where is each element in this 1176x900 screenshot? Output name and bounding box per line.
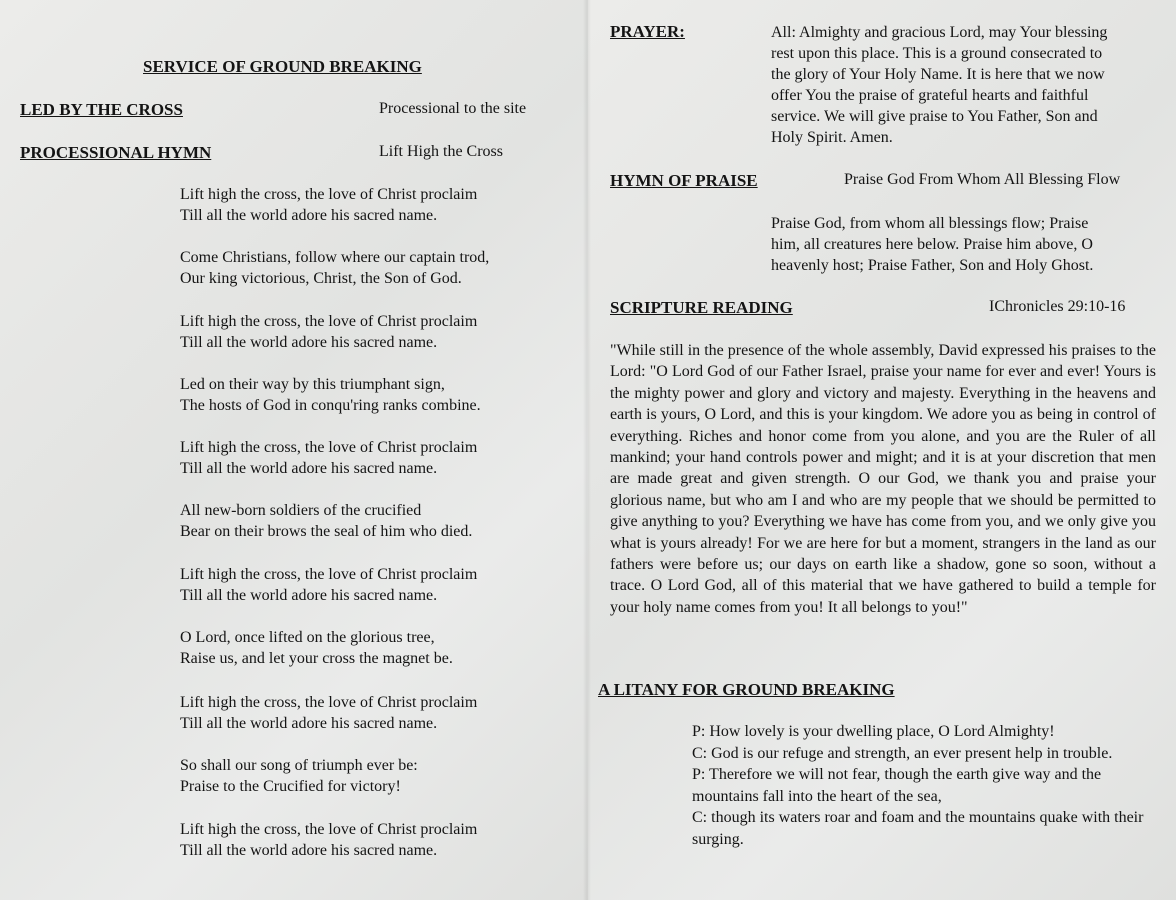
processional-hymn-value: Lift High the Cross (379, 143, 503, 160)
verse-line: Till all the world adore his sacred name. (180, 715, 438, 732)
prayer-line: offer You the praise of grateful hearts and faithful (771, 87, 1089, 104)
verse-line: Till all the world adore his sacred name. (180, 207, 438, 224)
hymn-verse (180, 311, 560, 353)
litany-line: P: Therefore we will not fear, though the earth give way and the mountains fall into the heart of the sea, (692, 766, 1102, 805)
hymn-line: Praise God, from whom all blessings flow; Praise (771, 215, 1089, 232)
verse-line: Lift high the cross, the love of Christ proclaim (180, 694, 478, 711)
prayer-text (771, 22, 1161, 148)
verse-line: Lift high the cross, the love of Christ proclaim (180, 566, 478, 583)
litany-text (692, 721, 1162, 850)
hymn-of-praise-value: Praise God From Whom All Blessing Flow (844, 171, 1121, 188)
verse-line: The hosts of God in conqu'ring ranks combine. (180, 397, 481, 414)
verse-line: Lift high the cross, the love of Christ proclaim (180, 313, 478, 330)
verse-line: Till all the world adore his sacred name. (180, 842, 438, 859)
verse-line: O Lord, once lifted on the glorious tree, (180, 629, 435, 646)
hymn-verse (180, 692, 560, 734)
hymn-verse (180, 627, 560, 669)
hymn-verse (180, 437, 560, 479)
page-title: SERVICE OF GROUND BREAKING (143, 57, 422, 76)
verse-line: Till all the world adore his sacred name. (180, 587, 438, 604)
led-by-cross-heading: LED BY THE CROSS (20, 100, 183, 119)
hymn-line: heavenly host; Praise Father, Son and Holy Ghost. (771, 257, 1094, 274)
led-by-cross-value: Processional to the site (379, 100, 527, 117)
prayer-line: the glory of Your Holy Name. It is here that we now (771, 66, 1105, 83)
prayer-heading: PRAYER: (610, 22, 685, 41)
verse-line: So shall our song of triumph ever be: (180, 757, 418, 774)
hymn-of-praise-text (771, 213, 1161, 276)
processional-hymn-heading: PROCESSIONAL HYMN (20, 143, 212, 162)
verse-line: Praise to the Crucified for victory! (180, 778, 401, 795)
page-fold (583, 0, 591, 900)
scripture-text: "While still in the presence of the whole assembly, David expressed his praises to the Lord: "O Lord God of our Father Israel, praise your name for ever and ever! Yours is the mighty power and glory and victory and majesty. Everything in the heavens and earth is yours, O Lord, and this is your kingdom. We adore you as being in control of everything. Riches and honor come from you alone, and you are the Ruler of all mankind; your hand controls power and might; and it is at your discretion that men are made great and given strength. O our God, we thank you and praise your glorious name, but who am I and who are my people that we should be permitted to give anything to you? Everything we have has come from you, and we only give you what is yours already! For we are here for but a moment, strangers in the land as our fathers were before us; our days on earth like a shadow, gone so soon, without a trace. O Lord God, all of this material that we have gathered to build a temple for your holy name comes from you! It all belongs to you!" (610, 342, 1156, 616)
hymn-line: him, all creatures here below. Praise him above, O (771, 236, 1093, 253)
verse-line: Bear on their brows the seal of him who died. (180, 523, 473, 540)
prayer-line: Holy Spirit. Amen. (771, 129, 893, 146)
hymn-verse (180, 184, 560, 226)
litany-line: C: God is our refuge and strength, an ever present help in trouble. (692, 744, 1113, 762)
scripture-reading-heading: SCRIPTURE READING (610, 298, 793, 317)
verse-line: Lift high the cross, the love of Christ proclaim (180, 821, 478, 838)
prayer-line: All: Almighty and gracious Lord, may Your blessing (771, 24, 1108, 41)
scripture-reference: IChronicles 29:10-16 (989, 298, 1126, 315)
verse-line: Lift high the cross, the love of Christ proclaim (180, 186, 478, 203)
prayer-line: rest upon this place. This is a ground consecrated to (771, 45, 1103, 62)
verse-line: All new-born soldiers of the crucified (180, 502, 422, 519)
hymn-verse (180, 500, 560, 542)
hymn-verse (180, 374, 560, 416)
verse-line: Raise us, and let your cross the magnet be. (180, 650, 453, 667)
verse-line: Till all the world adore his sacred name. (180, 460, 438, 477)
verse-line: Till all the world adore his sacred name. (180, 334, 438, 351)
litany-heading: A LITANY FOR GROUND BREAKING (598, 680, 895, 699)
hymn-verse (180, 819, 560, 861)
hymn-of-praise-heading: HYMN OF PRAISE (610, 171, 758, 190)
verse-line: Led on their way by this triumphant sign, (180, 376, 445, 393)
hymn-verse (180, 755, 560, 797)
verse-line: Come Christians, follow where our captain trod, (180, 249, 490, 266)
litany-line: C: though its waters roar and foam and the mountains quake with their surging. (692, 809, 1144, 848)
hymn-verse (180, 247, 560, 289)
verse-line: Our king victorious, Christ, the Son of God. (180, 270, 462, 287)
litany-line: P: How lovely is your dwelling place, O Lord Almighty! (692, 723, 1055, 740)
prayer-line: service. We will give praise to You Father, Son and (771, 108, 1098, 125)
verse-line: Lift high the cross, the love of Christ proclaim (180, 439, 478, 456)
hymn-verse (180, 564, 560, 606)
